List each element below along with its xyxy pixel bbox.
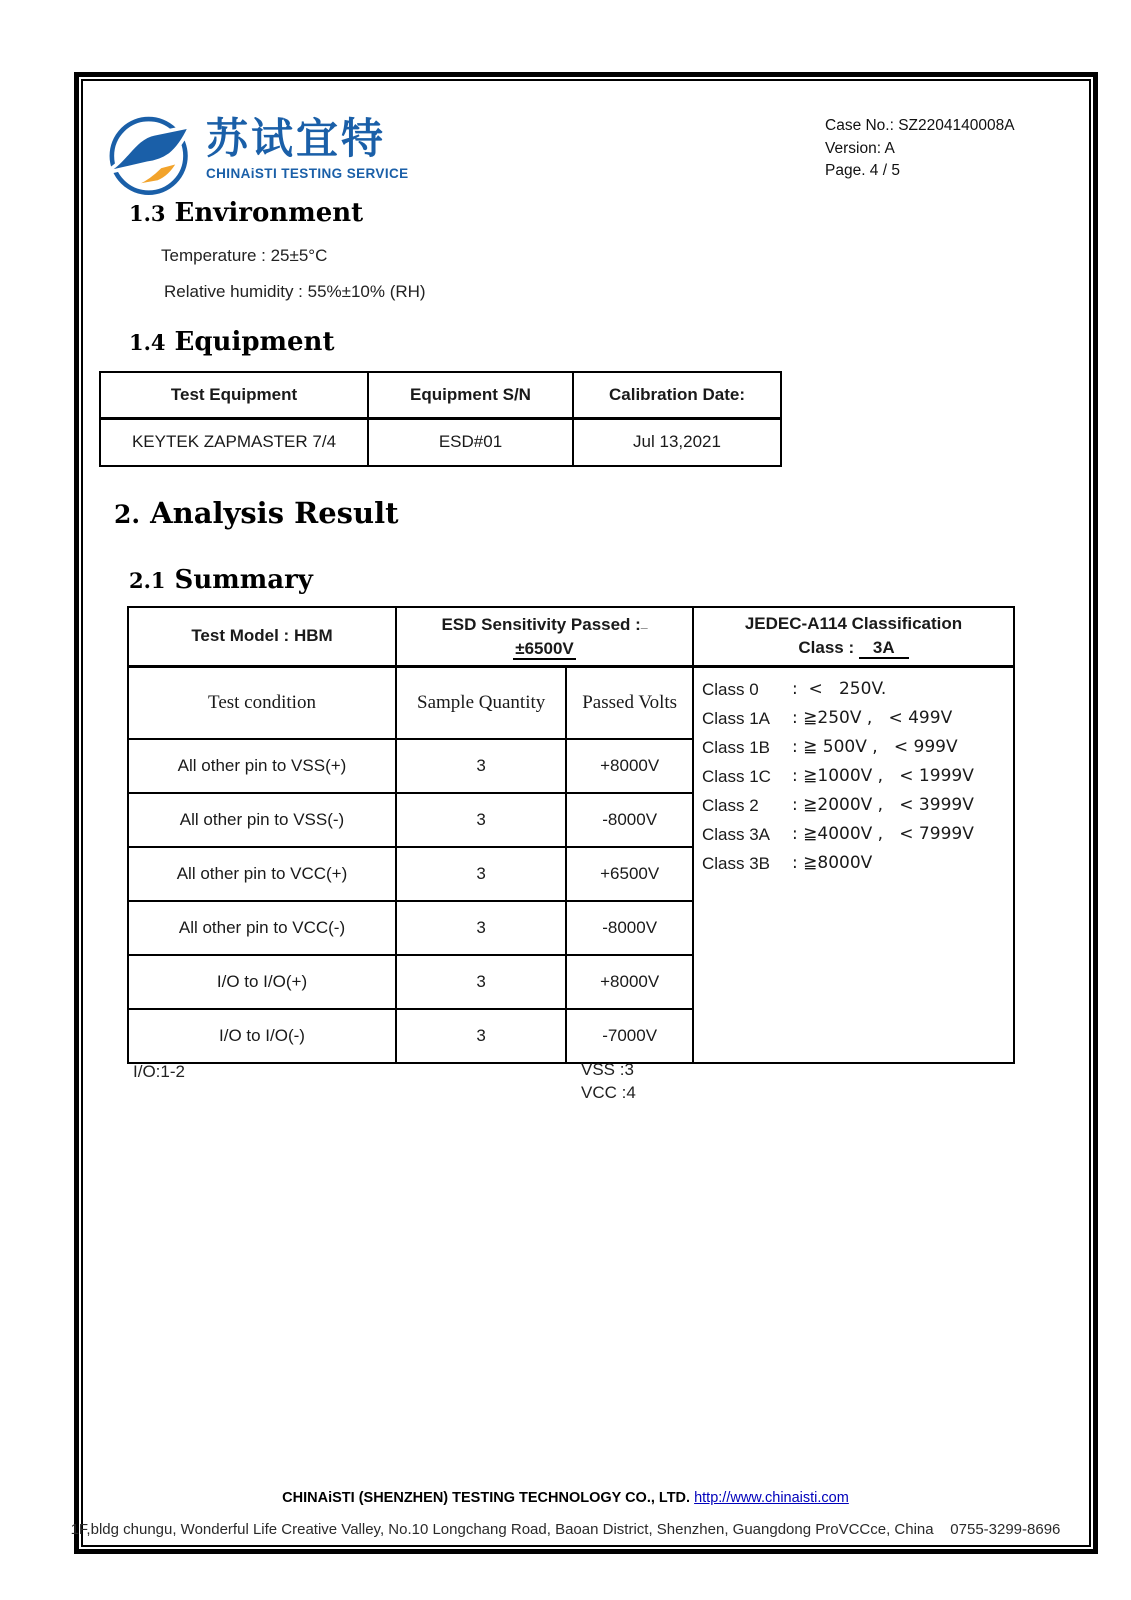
section-summary-heading: [129, 565, 313, 595]
jedec-class-label: Class :: [798, 638, 859, 658]
section-number: 1.3: [129, 201, 166, 226]
test-condition-cell: All other pin to VCC(+): [128, 847, 396, 901]
classification-line: Class 3B : ≧8000V: [702, 852, 873, 873]
classification-line: Class 1B : ≧ 500V , < 999V: [702, 736, 958, 757]
note-vcc-pin: VCC :4: [581, 1083, 636, 1102]
classification-line: Class 2 : ≧2000V , < 3999V: [702, 794, 974, 815]
case-number: Case No.: SZ2204140008A: [825, 117, 1015, 134]
test-condition-cell: All other pin to VCC(-): [128, 901, 396, 955]
logo-english-text: CHINAiSTI TESTING SERVICE: [206, 166, 409, 181]
sample-quantity-cell: 3: [396, 793, 566, 847]
esd-underscore-mark: _: [640, 616, 648, 631]
logo-swoosh-circle-icon: [103, 108, 198, 200]
summary-table: [127, 606, 1015, 1064]
classification-list: [693, 666, 1014, 1063]
company-logo: [103, 108, 409, 200]
section-number: 1.4: [129, 330, 166, 355]
footer-address-line: 1F,bldg chungu, Wonderful Life Creative Valley, No.10 Longchang Road, Baoan District, Shenzhen, Guangdong ProVCCce, China 0755-3299-8696: [70, 1521, 1061, 1538]
classification-line: Class 3A : ≧4000V , < 7999V: [702, 823, 974, 844]
classification-line: Class 1C : ≧1000V , < 1999V: [702, 765, 974, 786]
col-header-passed-volts: Passed Volts: [566, 666, 693, 739]
footer-company-line: [0, 1490, 1131, 1506]
classification-line: Class 1A : ≧250V , < 499V: [702, 707, 953, 728]
logo-chinese-text: 苏试宜特: [206, 114, 387, 163]
esd-sensitivity-cell: [396, 607, 693, 666]
equipment-sn-cell: ESD#01: [368, 418, 573, 466]
esd-label: ESD Sensitivity Passed :: [441, 615, 641, 635]
section-analysis-heading: [114, 496, 399, 530]
passed-volts-cell: -7000V: [566, 1009, 693, 1063]
passed-volts-cell: -8000V: [566, 901, 693, 955]
passed-volts-cell: +8000V: [566, 955, 693, 1009]
note-io-pins: I/O:1-2: [133, 1062, 185, 1081]
test-condition-cell: All other pin to VSS(-): [128, 793, 396, 847]
passed-volts-cell: +6500V: [566, 847, 693, 901]
summary-header-row: [128, 607, 1014, 666]
equipment-name-cell: KEYTEK ZAPMASTER 7/4: [100, 418, 368, 466]
section-number: 2.: [114, 500, 141, 529]
case-info: [825, 115, 1015, 183]
test-condition-cell: I/O to I/O(-): [128, 1009, 396, 1063]
jedec-classification-cell: [693, 607, 1014, 666]
jedec-title: JEDEC-A114 Classification: [744, 614, 963, 634]
sample-quantity-cell: 3: [396, 847, 566, 901]
sample-quantity-cell: 3: [396, 955, 566, 1009]
equipment-col-header: Test Equipment: [100, 372, 368, 418]
classification-line: Class 0 : < 250V.: [702, 678, 887, 699]
jedec-class-value: 3A: [859, 638, 909, 659]
test-model-cell: Test Model : HBM: [128, 607, 396, 666]
section-environment-heading: [129, 198, 363, 228]
equipment-caldate-cell: Jul 13,2021: [573, 418, 781, 466]
esd-passed-value: ±6500V: [515, 639, 574, 659]
passed-volts-cell: +8000V: [566, 739, 693, 793]
section-title: Summary: [174, 565, 313, 595]
summary-subheader-row: [128, 666, 1014, 739]
col-header-sample-quantity: Sample Quantity: [396, 666, 566, 739]
sample-quantity-cell: 3: [396, 901, 566, 955]
section-number: 2.1: [129, 568, 166, 593]
section-title: Analysis Result: [150, 496, 399, 530]
section-title: Environment: [174, 198, 364, 228]
passed-volts-cell: -8000V: [566, 793, 693, 847]
test-condition-cell: All other pin to VSS(+): [128, 739, 396, 793]
col-header-test-condition: Test condition: [128, 666, 396, 739]
temperature-line: Temperature : 25±5°C: [161, 246, 328, 265]
note-vss-pin: VSS :3: [581, 1060, 634, 1079]
humidity-line: Relative humidity : 55%±10% (RH): [164, 282, 426, 301]
equipment-header-row: [100, 372, 781, 418]
version: Version: A: [825, 139, 895, 157]
footer-company-name: CHINAiSTI (SHENZHEN) TESTING TECHNOLOGY CO., LTD.: [282, 1490, 695, 1506]
equipment-col-header: Calibration Date:: [573, 372, 781, 418]
footer-url-link[interactable]: http://www.chinaisti.com: [694, 1490, 849, 1506]
section-title: Equipment: [174, 327, 335, 357]
page-number: Page. 4 / 5: [825, 162, 900, 179]
sample-quantity-cell: 3: [396, 739, 566, 793]
equipment-col-header: Equipment S/N: [368, 372, 573, 418]
test-condition-cell: I/O to I/O(+): [128, 955, 396, 1009]
equipment-table: [99, 371, 782, 467]
sample-quantity-cell: 3: [396, 1009, 566, 1063]
equipment-data-row: [100, 418, 781, 466]
section-equipment-heading: [129, 327, 334, 357]
